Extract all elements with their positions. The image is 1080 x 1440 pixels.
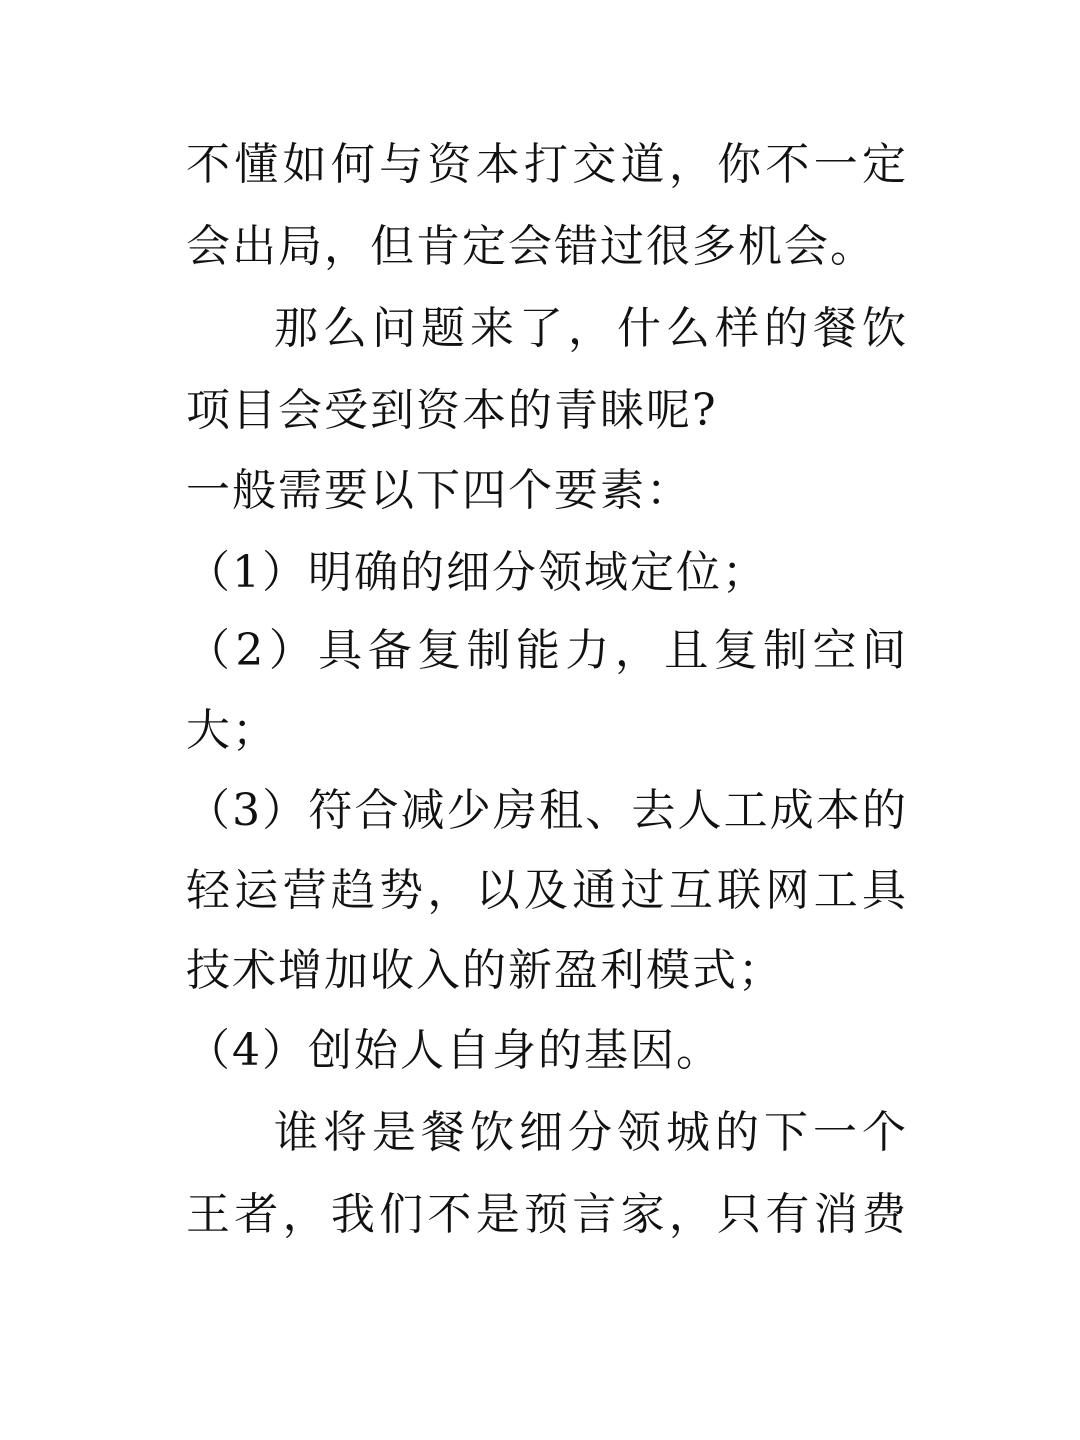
paragraph-line: 那么问题来了，什么样的餐饮: [274, 303, 906, 354]
list-item: （1）明确的细分领域定位；: [186, 547, 768, 598]
list-item: （3）符合减少房租、去人工成本的: [186, 785, 906, 836]
list-item-continuation: 轻运营趋势，以及通过互联网工具: [186, 865, 906, 916]
paragraph-line: 项目会受到资本的青睐呢?: [186, 385, 718, 436]
paragraph-line: 王者，我们不是预言家，只有消费: [186, 1189, 906, 1240]
paragraph-line: 一般需要以下四个要素：: [186, 465, 692, 516]
paragraph-line: 会出局，但肯定会错过很多机会。: [186, 221, 876, 272]
paragraph-line: 谁将是餐饮细分领城的下一个: [274, 1107, 906, 1158]
list-item-continuation: 技术增加收入的新盈利模式；: [186, 945, 784, 996]
list-item: （2）具备复制能力，且复制空间: [186, 625, 906, 676]
list-item-continuation: 大；: [186, 705, 278, 756]
list-item: （4）创始人自身的基因。: [186, 1025, 722, 1076]
paragraph-line: 不懂如何与资本打交道，你不一定: [186, 139, 906, 190]
